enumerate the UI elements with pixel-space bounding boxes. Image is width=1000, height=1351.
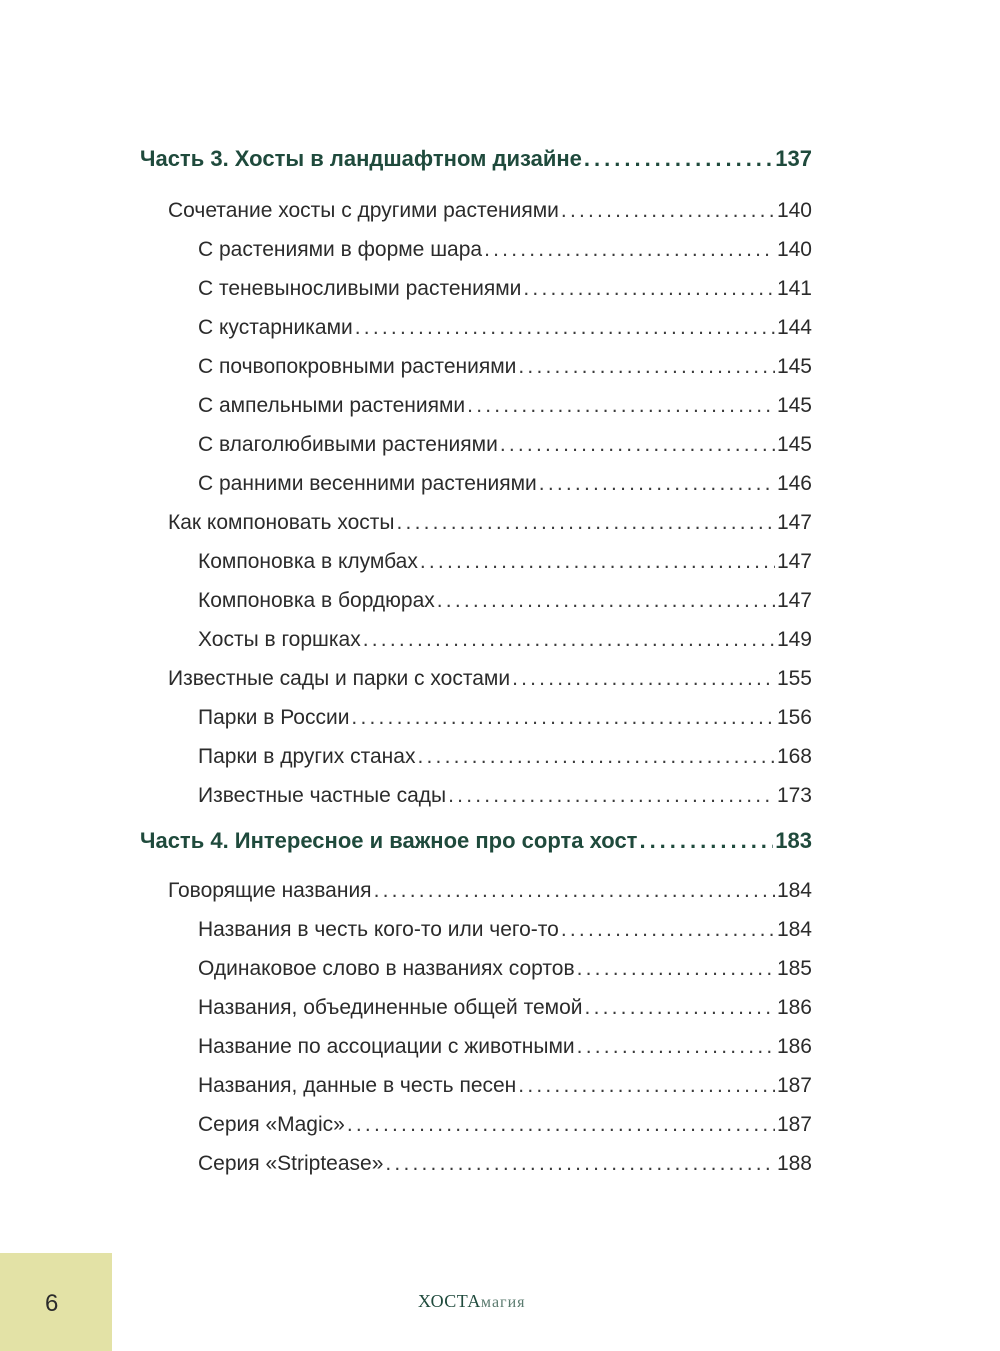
toc-subsection-entry	[198, 1074, 812, 1098]
toc-entry-page: 140	[776, 199, 812, 222]
toc-entry-title: Сочетание хосты с другими растениями	[168, 199, 559, 222]
toc-section-entry	[168, 199, 812, 223]
toc-entry-title: С влаголюбивыми растениями	[198, 433, 498, 456]
toc-dot-leader	[639, 828, 773, 854]
page-number: 6	[45, 1290, 59, 1317]
toc-entry-page: 186	[776, 996, 812, 1019]
toc-dot-leader	[523, 277, 775, 301]
toc-entry-title: Серия «Striptease»	[198, 1152, 384, 1175]
toc-entry-title: Как компоновать хосты	[168, 511, 395, 534]
toc-part-heading	[140, 828, 812, 854]
footer-brand-main: ХОСТА	[418, 1291, 481, 1311]
toc-dot-leader	[561, 918, 775, 942]
toc-entry-title: Компоновка в клумбах	[198, 550, 418, 573]
toc-dot-leader	[467, 394, 775, 418]
toc-entry-page: 156	[776, 706, 812, 729]
toc-dot-leader	[374, 879, 775, 903]
toc-entry-page: 183	[775, 828, 812, 853]
toc-part-heading	[140, 146, 812, 172]
toc-entry-page: 155	[776, 667, 812, 690]
toc-entry-title: С кустарниками	[198, 316, 353, 339]
toc-entry-page: 145	[776, 394, 812, 417]
toc-dot-leader	[420, 550, 775, 574]
toc-subsection-entry	[198, 745, 812, 769]
toc-entry-page: 186	[776, 1035, 812, 1058]
toc-dot-leader	[585, 996, 775, 1020]
toc-dot-leader	[561, 199, 775, 223]
toc-dot-leader	[448, 784, 775, 808]
footer-brand-logo	[418, 1291, 526, 1312]
toc-entry-page: 145	[776, 355, 812, 378]
toc-dot-leader	[584, 146, 773, 172]
toc-entry-page: 185	[776, 957, 812, 980]
toc-subsection-entry	[198, 277, 812, 301]
toc-entry-page: 173	[776, 784, 812, 807]
toc-subsection-entry	[198, 996, 812, 1020]
toc-entry-title: Парки в других станах	[198, 745, 416, 768]
toc-entry-title: С теневыносливыми растениями	[198, 277, 522, 300]
toc-entry-title: Название по ассоциации с животными	[198, 1035, 575, 1058]
toc-entry-page: 147	[776, 550, 812, 573]
toc-dot-leader	[577, 957, 775, 981]
toc-entry-page: 184	[776, 918, 812, 941]
toc-entry-title: С растениями в форме шара	[198, 238, 483, 261]
toc-subsection-entry	[198, 433, 812, 457]
toc-entry-title: С ранними весенними растениями	[198, 472, 537, 495]
toc-subsection-entry	[198, 1113, 812, 1137]
toc-entry-title: С почвопокровными растениями	[198, 355, 517, 378]
toc-entry-title: Названия в честь кого-то или чего-то	[198, 918, 559, 941]
toc-dot-leader	[355, 316, 775, 340]
toc-dot-leader	[500, 433, 775, 457]
toc-entry-page: 147	[776, 511, 812, 534]
toc-entry-page: 168	[776, 745, 812, 768]
toc-entry-title: Хосты в горшках	[198, 628, 361, 651]
toc-dot-leader	[577, 1035, 775, 1059]
toc-dot-leader	[347, 1113, 775, 1137]
toc-entry-page: 146	[776, 472, 812, 495]
toc-entry-page: 144	[776, 316, 812, 339]
toc-subsection-entry	[198, 1035, 812, 1059]
toc-entry-page: 187	[776, 1113, 812, 1136]
toc-dot-leader	[484, 238, 775, 262]
toc-subsection-entry	[198, 394, 812, 418]
toc-entry-page: 149	[776, 628, 812, 651]
toc-entry-page: 137	[775, 146, 812, 171]
toc-entry-page: 187	[776, 1074, 812, 1097]
toc-dot-leader	[417, 745, 774, 769]
toc-dot-leader	[385, 1152, 775, 1176]
toc-dot-leader	[512, 667, 775, 691]
toc-dot-leader	[363, 628, 775, 652]
toc-subsection-entry	[198, 316, 812, 340]
toc-subsection-entry	[198, 784, 812, 808]
toc-subsection-entry	[198, 1152, 812, 1176]
toc-entry-title: Часть 3. Хосты в ландшафтном дизайне	[140, 146, 582, 171]
toc-subsection-entry	[198, 706, 812, 730]
toc-subsection-entry	[198, 550, 812, 574]
toc-subsection-entry	[198, 918, 812, 942]
toc-entry-page: 147	[776, 589, 812, 612]
toc-dot-leader	[518, 355, 775, 379]
toc-dot-leader	[351, 706, 775, 730]
toc-entry-title: Известные частные сады	[198, 784, 447, 807]
toc-dot-leader	[397, 511, 775, 535]
toc-entry-page: 145	[776, 433, 812, 456]
toc-entry-title: С ампельными растениями	[198, 394, 466, 417]
toc-entry-page: 140	[776, 238, 812, 261]
toc-entry-title: Компоновка в бордюрах	[198, 589, 435, 612]
toc-entry-page: 141	[776, 277, 812, 300]
toc-entry-title: Одинаковое слово в названиях сортов	[198, 957, 575, 980]
toc-subsection-entry	[198, 589, 812, 613]
toc-dot-leader	[437, 589, 775, 613]
toc-subsection-entry	[198, 957, 812, 981]
toc-entry-title: Известные сады и парки с хостами	[168, 667, 511, 690]
toc-entry-title: Названия, объединенные общей темой	[198, 996, 583, 1019]
toc-subsection-entry	[198, 355, 812, 379]
toc-entry-title: Парки в России	[198, 706, 350, 729]
toc-subsection-entry	[198, 628, 812, 652]
toc-section-entry	[168, 511, 812, 535]
toc-subsection-entry	[198, 472, 812, 496]
toc-dot-leader	[518, 1074, 775, 1098]
toc-entry-title: Серия «Magic»	[198, 1113, 345, 1136]
toc-dot-leader	[539, 472, 775, 496]
toc-subsection-entry	[198, 238, 812, 262]
toc-entry-page: 184	[776, 879, 812, 902]
toc-entry-title: Часть 4. Интересное и важное про сорта хост	[140, 828, 638, 853]
toc-section-entry	[168, 879, 812, 903]
toc-entry-title: Названия, данные в честь песен	[198, 1074, 517, 1097]
toc-entry-page: 188	[776, 1152, 812, 1175]
footer-brand-sub: магия	[480, 1294, 526, 1311]
toc-section-entry	[168, 667, 812, 691]
toc-entry-title: Говорящие названия	[168, 879, 372, 902]
